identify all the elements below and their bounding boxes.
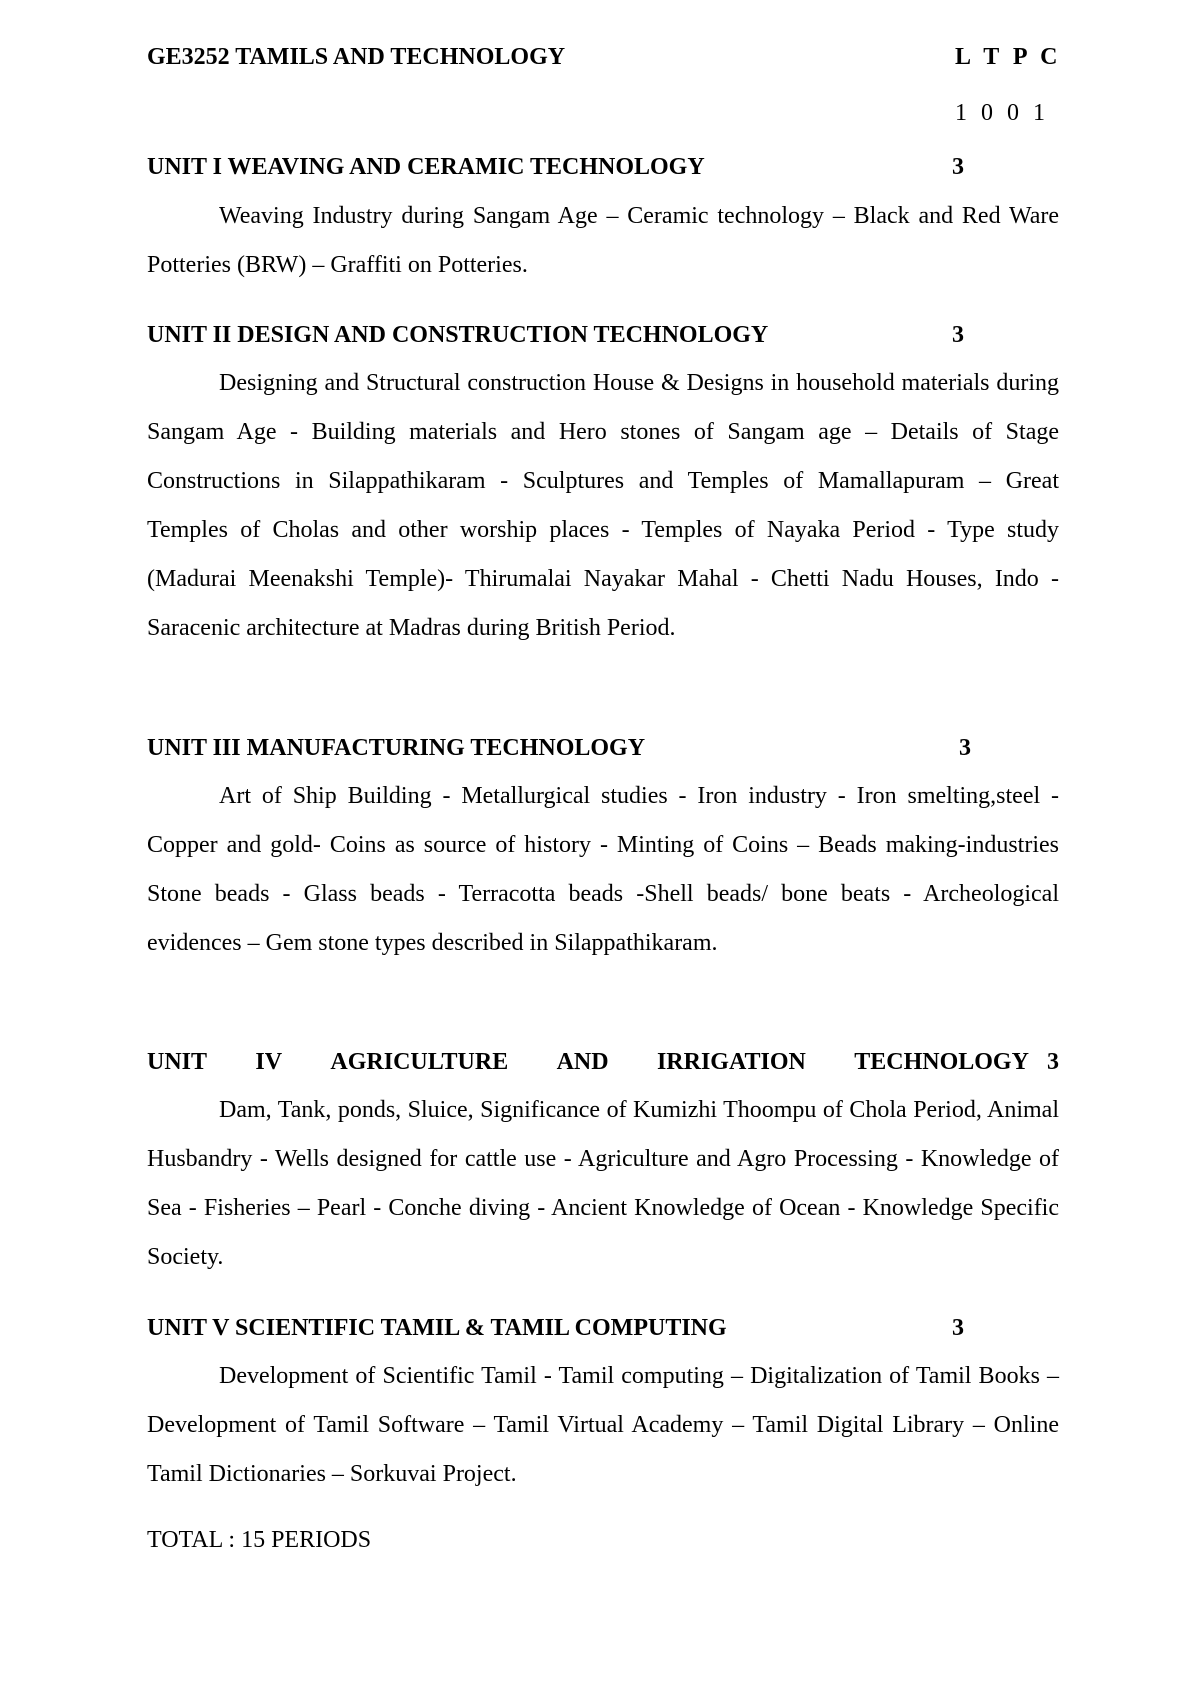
unit-1-body: Weaving Industry during Sangam Age – Ceramic technology – Black and Red Ware Potteries (BRW) – Graffiti on Potteries. xyxy=(147,203,1059,278)
ltpc-values: 1 0 0 1 xyxy=(955,100,1049,126)
unit-3-hours: 3 xyxy=(959,735,971,761)
unit-5-heading xyxy=(147,1315,1059,1342)
unit-1-hours: 3 xyxy=(952,154,964,180)
unit-4-hours: 3 xyxy=(1047,1049,1059,1075)
unit-3-body: Art of Ship Building - Metallurgical studies - Iron industry - Iron smelting,steel -Copper and gold- Coins as source of history - Minting of Coins – Beads making-industries Stone beads - Glass beads - Terracotta beads -Shell beads/ bone beats - Archeological evidences – Gem stone types described in Silappathikaram. xyxy=(147,783,1059,956)
unit-4-title-word: IV xyxy=(255,1049,283,1075)
unit-3-title: UNIT III MANUFACTURING TECHNOLOGY xyxy=(147,735,646,761)
unit-1-heading xyxy=(147,154,1059,181)
course-title: GE3252 TAMILS AND TECHNOLOGY xyxy=(147,44,566,70)
unit-2-hours: 3 xyxy=(952,322,964,348)
total-periods: TOTAL : 15 PERIODS xyxy=(147,1527,372,1553)
unit-4-title-word: UNIT xyxy=(147,1049,208,1075)
unit-4-title-word: AND xyxy=(556,1049,609,1075)
unit-4-title-word: AGRICULTURE xyxy=(330,1049,509,1075)
ltpc-label: L T P C xyxy=(955,44,1062,70)
unit-2-body: Designing and Structural construction House & Designs in household materials during Sangam Age - Building materials and Hero stones of Sangam age – Details of Stage Constructions in Silappathikaram - Sculptures and Temples of Mamallapuram – Great Temples of Cholas and other worship places - Temples of Nayaka Period - Type study (Madurai Meenakshi Temple)- Thirumalai Nayakar Mahal - Chetti Nadu Houses, Indo -Saracenic architecture at Madras during British Period. xyxy=(147,370,1059,641)
unit-4-title-word: IRRIGATION xyxy=(656,1049,806,1075)
unit-5-title: UNIT V SCIENTIFIC TAMIL & TAMIL COMPUTING xyxy=(147,1315,727,1341)
unit-2-heading xyxy=(147,322,1059,349)
unit-5-hours: 3 xyxy=(952,1315,964,1341)
unit-4-body: Dam, Tank, ponds, Sluice, Significance of Kumizhi Thoompu of Chola Period, Animal Husbandry - Wells designed for cattle use - Agriculture and Agro Processing - Knowledge of Sea - Fisheries – Pearl - Conche diving - Ancient Knowledge of Ocean - Knowledge Specific Society. xyxy=(147,1097,1059,1270)
unit-4-title-word: TECHNOLOGY xyxy=(854,1049,1029,1075)
unit-4-heading xyxy=(147,1049,1059,1076)
unit-1-title: UNIT I WEAVING AND CERAMIC TECHNOLOGY xyxy=(147,154,705,180)
unit-4-title xyxy=(147,1049,1029,1076)
unit-2-title: UNIT II DESIGN AND CONSTRUCTION TECHNOLOGY xyxy=(147,322,769,348)
unit-5-body: Development of Scientific Tamil - Tamil computing – Digitalization of Tamil Books –Development of Tamil Software – Tamil Virtual Academy – Tamil Digital Library – Online Tamil Dictionaries – Sorkuvai Project. xyxy=(147,1363,1059,1487)
unit-3-heading xyxy=(147,735,1059,762)
